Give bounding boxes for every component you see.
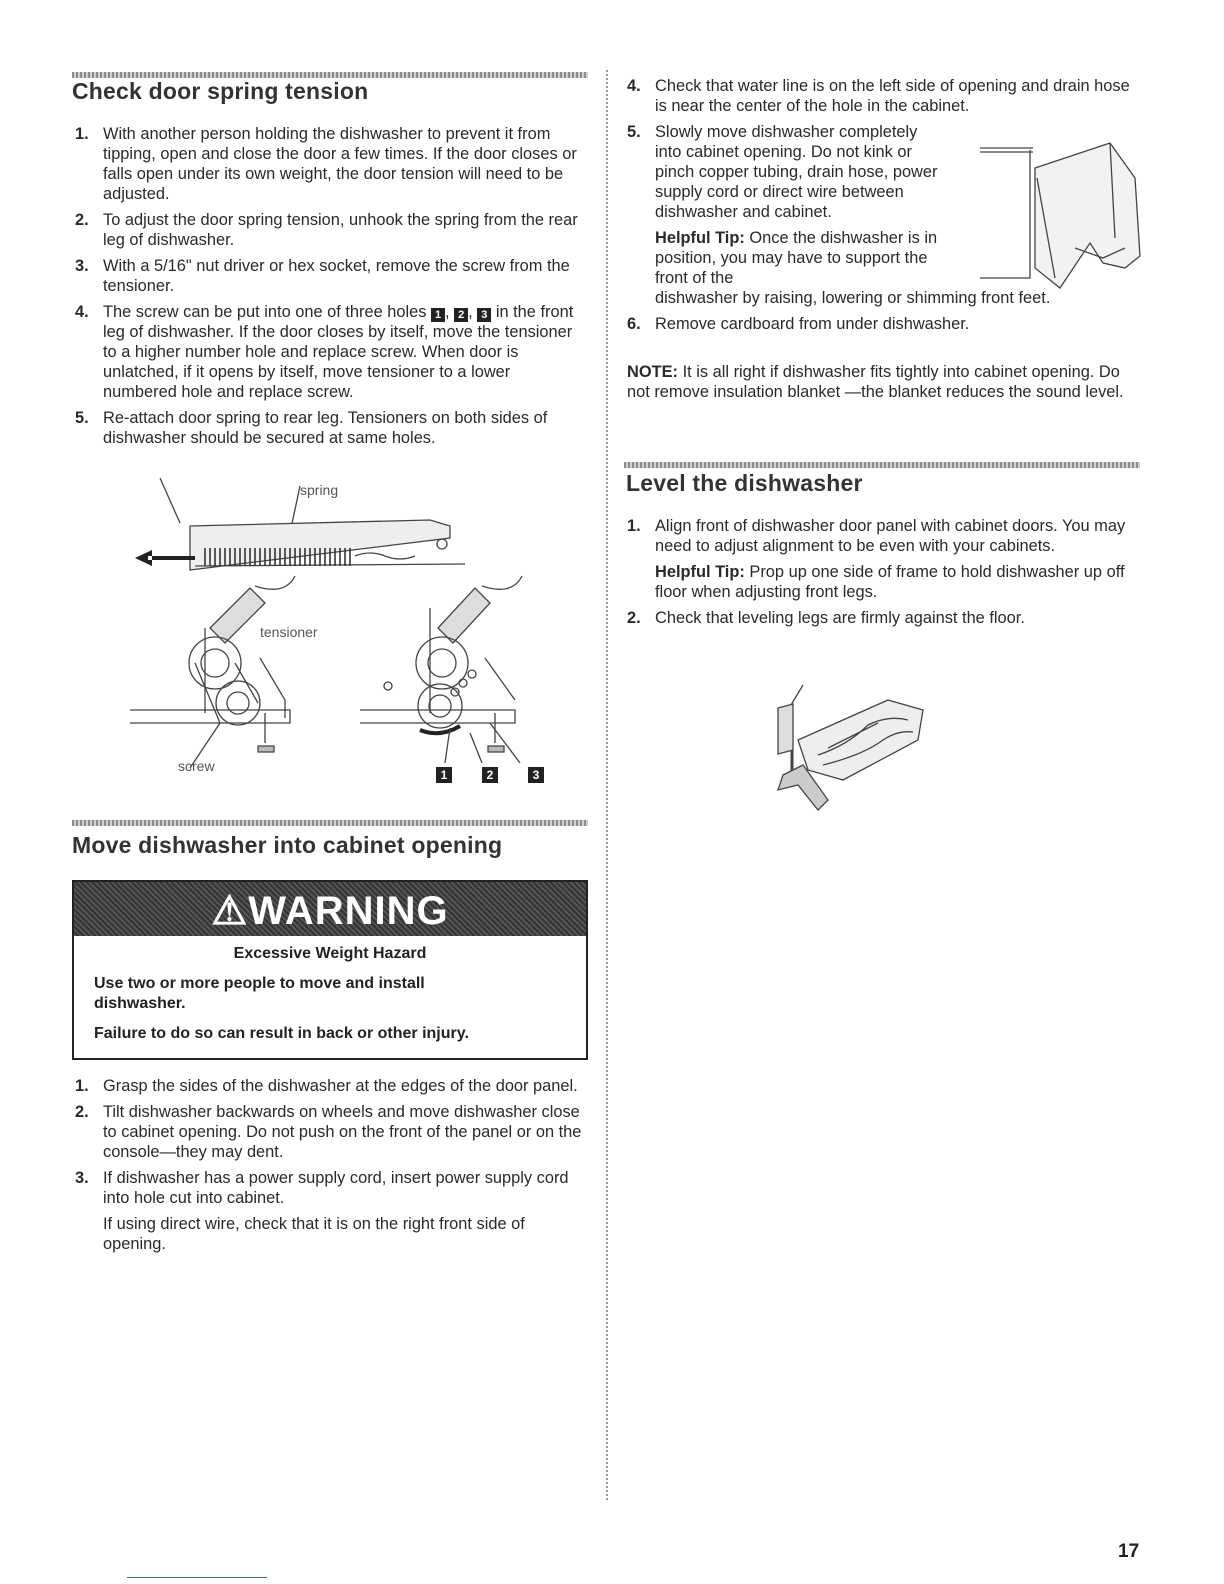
list-item: 5. Re-attach door spring to rear leg. Tensioners on both sides of dishwasher should be secured at same holes. bbox=[75, 409, 548, 447]
hole-badges bbox=[436, 767, 544, 783]
spring-label: spring bbox=[300, 482, 339, 498]
list-item: 5. Slowly move dishwasher completely into cabinet opening. Do not kink or pinch copper tubing, drain hose, power supply cord or direct wire between dishwasher and cabinet. Helpful Tip: Once the dishwasher is in position, you may have to support the front of the dishwasher by raising, lowering or shimming front feet. bbox=[627, 123, 1051, 307]
spring-tensioner-illustration bbox=[120, 478, 560, 800]
list-item: 2. To adjust the door spring tension, unhook the spring from the rear leg of dishwasher. bbox=[75, 211, 578, 249]
footer-rule bbox=[127, 1577, 267, 1578]
warning-body bbox=[74, 936, 586, 1044]
tensioner-label: tensioner bbox=[260, 624, 318, 640]
warning-triangle-icon: ⚠ bbox=[211, 889, 249, 933]
spring-steps-list bbox=[75, 124, 585, 454]
level-steps-list bbox=[627, 516, 1142, 634]
warning-hazard: Excessive Weight Hazard bbox=[233, 945, 427, 962]
list-item: 4. The screw can be put into one of three holes 1 , 2 , 3 in the front leg of dishwasher. If the door closes by itself, move the tensioner to a higher number hole and replace screw. When door is unlatched, if it opens by itself, move tensioner to a lower numbered hole and replace screw. bbox=[75, 303, 574, 401]
warning-box bbox=[72, 880, 588, 1060]
list-item: 1. Grasp the sides of the dishwasher at the edges of the door panel. bbox=[75, 1077, 578, 1095]
screw-label: screw bbox=[178, 758, 215, 774]
warning-header bbox=[74, 882, 586, 936]
level-section-title: Level the dishwasher bbox=[626, 470, 863, 496]
list-item: 3. If dishwasher has a power supply cord, insert power supply cord into hole cut into cabinet. If using direct wire, check that it is on the right front side of opening. bbox=[75, 1169, 569, 1253]
arrow-left-icon bbox=[135, 550, 195, 566]
figure-hole-badge-3: 3 bbox=[528, 767, 544, 783]
list-item: 1. With another person holding the dishwasher to prevent it from tipping, open and close the door a few times. If the door closes or falls open under its own weight, the door tension will need to be adjusted. bbox=[75, 125, 577, 203]
move-section-title: Move dishwasher into cabinet opening bbox=[72, 832, 503, 858]
section-rule bbox=[72, 820, 588, 826]
list-item: 4. Check that water line is on the left side of opening and drain hose is near the center of the hole in the cabinet. bbox=[627, 77, 1130, 115]
leveling-leg-illustration bbox=[768, 680, 938, 820]
left-leg-figure bbox=[130, 576, 295, 768]
column-divider bbox=[606, 70, 608, 1500]
figure-hole-badge-1: 1 bbox=[436, 767, 452, 783]
list-item: 3. With a 5/16" nut driver or hex socket, remove the screw from the tensioner. bbox=[75, 257, 570, 295]
hole-badge-1: 1 bbox=[431, 308, 445, 322]
note-paragraph: NOTE: It is all right if dishwasher fits tightly into cabinet opening. Do not remove insulation blanket —the blanket reduces the sound level. bbox=[627, 363, 1124, 401]
figure-hole-badge-2: 2 bbox=[482, 767, 498, 783]
section-rule bbox=[624, 462, 1140, 468]
list-item: 2. Check that leveling legs are firmly against the floor. bbox=[627, 609, 1025, 627]
page-number: 17 bbox=[1118, 1541, 1140, 1562]
warning-line-2: Failure to do so can result in back or other injury. bbox=[94, 1025, 469, 1042]
list-item: 1. Align front of dishwasher door panel with cabinet doors. You may need to adjust alignment to be even with your cabinets. Helpful Tip: Prop up one side of frame to hold dishwasher up off floor when adjusting front legs. bbox=[627, 517, 1126, 601]
list-item: 2. Tilt dishwasher backwards on wheels and move dishwasher close to cabinet opening. Do not push on the front of the panel or on the console—they may dent. bbox=[75, 1103, 582, 1161]
hole-badge-2: 2 bbox=[454, 308, 468, 322]
spring-section-title: Check door spring tension bbox=[72, 78, 369, 104]
warning-line-1: Use two or more people to move and install dishwasher. bbox=[94, 975, 425, 1012]
list-item: 6. Remove cardboard from under dishwasher. bbox=[627, 315, 970, 333]
move-steps-list bbox=[75, 1076, 590, 1260]
hole-badge-3: 3 bbox=[477, 308, 491, 322]
warning-title: WARNING bbox=[248, 889, 449, 933]
cabinet-opening-illustration bbox=[975, 138, 1150, 303]
right-leg-figure bbox=[360, 576, 522, 763]
